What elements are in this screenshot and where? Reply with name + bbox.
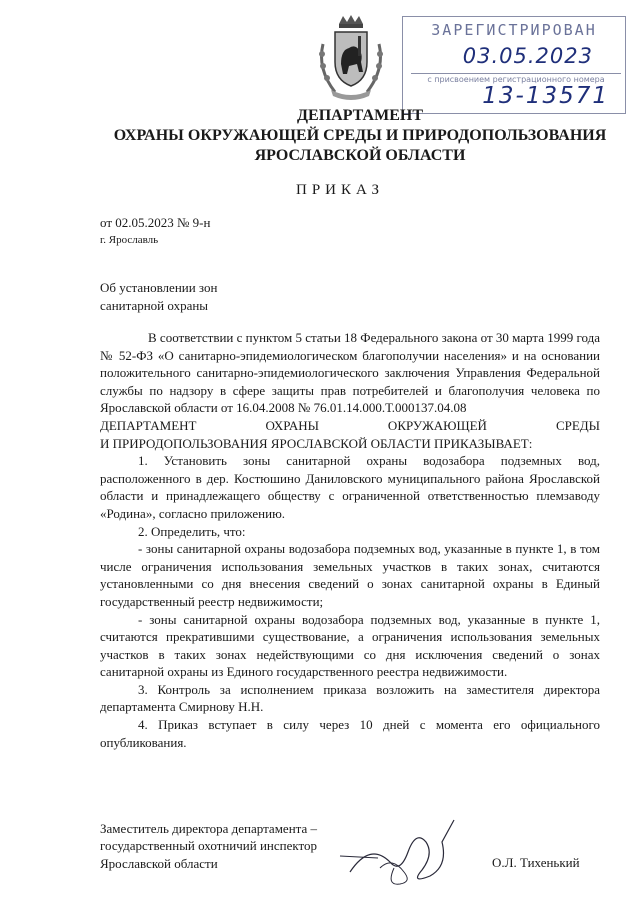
document-type: ПРИКАЗ bbox=[296, 182, 384, 198]
order-date-number: от 02.05.2023 № 9-н bbox=[100, 215, 211, 230]
header-line-3: ЯРОСЛАВСКОЙ ОБЛАСТИ bbox=[254, 147, 466, 164]
order-city: г. Ярославль bbox=[100, 234, 159, 246]
item-2: 2. Определить, что: bbox=[138, 523, 246, 539]
handwritten-signature-icon bbox=[330, 812, 470, 890]
subject-line-2: санитарной охраны bbox=[100, 298, 209, 313]
item-2b: - зоны санитарной охраны водозабора подземных вод, указанные в пункте 1, считаются прекратившими существование, а ограничения использования земельных участков в таких зонах недействующими со дня исключения сведений о зонах санитарной охраны из Единого государственного реестра недвижимости. bbox=[100, 611, 600, 680]
item-1: 1. Установить зоны санитарной охраны водозабора подземных вод, расположенного в дер. Костюшино Даниловского муниципального района Ярославской области и принадлежащего обществу с ограниченной ответственностью племзаводу «Родина», согласно приложению. bbox=[100, 453, 600, 521]
signatory-line-3: Ярославской области bbox=[100, 855, 218, 871]
orders-line-2: И ПРИРОДОПОЛЬЗОВАНИЯ ЯРОСЛАВСКОЙ ОБЛАСТИ ПРИКАЗЫВАЕТ: bbox=[100, 435, 533, 451]
signatory-line-1: Заместитель директора департамента – bbox=[100, 821, 318, 836]
header-line-2: ОХРАНЫ ОКРУЖАЮЩЕЙ СРЕДЫ И ПРИРОДОПОЛЬЗОВАНИЯ bbox=[113, 127, 607, 144]
stamp-title: ЗАРЕГИСТРИРОВАН bbox=[431, 21, 597, 39]
coat-of-arms-icon bbox=[313, 14, 389, 100]
order-body bbox=[100, 329, 600, 751]
signatory-title bbox=[100, 820, 317, 872]
signatory-name: О.Л. Тихенький bbox=[492, 855, 580, 870]
department-header bbox=[60, 106, 640, 166]
registration-stamp bbox=[402, 16, 626, 114]
item-3: 3. Контроль за исполнением приказа возложить на заместителя директора департамента Смирнову Н.Н. bbox=[100, 681, 600, 715]
item-2a: - зоны санитарной охраны водозабора подземных вод, указанные в пункте 1, в том числе ограничения использования земельных участков в таких зонах, считаются установленными со дня внесения сведений о зонах санитарной охраны в Единый государственный реестр недвижимости; bbox=[100, 541, 600, 609]
header-line-1: ДЕПАРТАМЕНТ bbox=[297, 107, 423, 124]
stamp-number: 13-13571 bbox=[482, 83, 609, 109]
orders-line-1: ДЕПАРТАМЕНТ ОХРАНЫ ОКРУЖАЮЩЕЙ СРЕДЫ bbox=[100, 417, 600, 433]
subject-line-1: Об установлении зон bbox=[100, 280, 218, 295]
stamp-caption: с присвоением регистрационного номера bbox=[411, 73, 621, 84]
preamble: В соответствии с пунктом 5 статьи 18 Федерального закона от 30 марта 1999 года № 52-ФЗ «О санитарно-эпидемиологическом благополучии населения» и на основании положительного санитарно-эпидемиологического заключения Управления Федеральной службы по надзору в сфере защиты прав потребителей и благополучия человека по Ярославской области от 16.04.2008 № 76.01.14.000.Т.000137.04.08 bbox=[100, 330, 600, 416]
order-subject bbox=[100, 279, 217, 315]
signatory-line-2: государственный охотничий инспектор bbox=[100, 838, 318, 854]
stamp-date: 03.05.2023 bbox=[462, 44, 593, 68]
item-4: 4. Приказ вступает в силу через 10 дней с момента его официального опубликования. bbox=[100, 717, 600, 750]
